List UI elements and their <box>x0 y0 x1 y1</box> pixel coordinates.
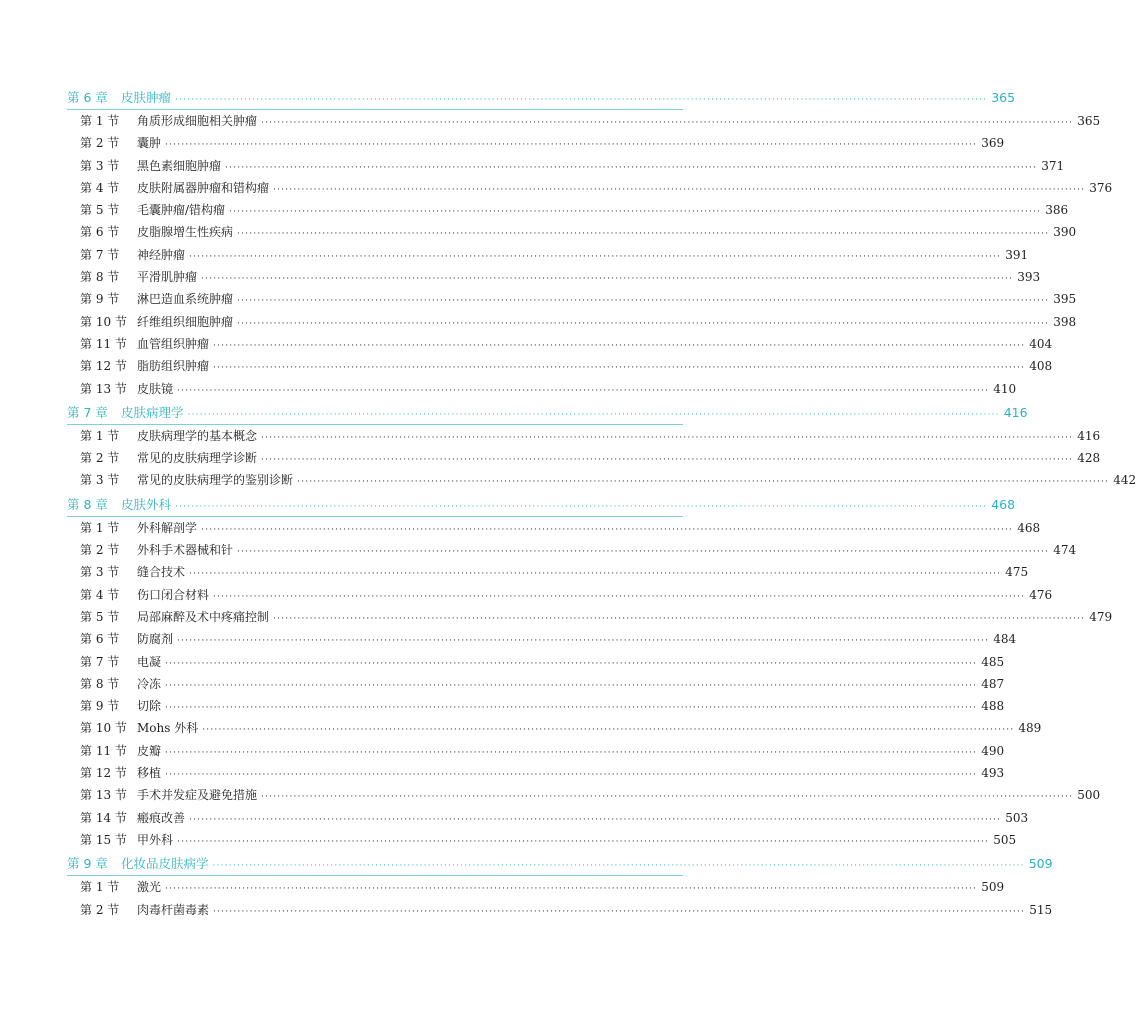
section-number: 第 9 节 <box>80 699 120 714</box>
section-title: 防腐剂 <box>137 632 174 647</box>
section-page-number: 500 <box>1077 788 1101 803</box>
section-entry[interactable] <box>67 717 1042 739</box>
section-page-number: 390 <box>1053 225 1077 240</box>
section-title: 血管组织肿瘤 <box>137 336 210 351</box>
section-title: 缝合技术 <box>137 565 186 580</box>
section-title: 皮瓣 <box>137 743 162 758</box>
section-title: 切除 <box>137 699 162 714</box>
section-title: 皮肤镜 <box>137 381 174 396</box>
dot-leader: ········································································································································································································ <box>212 861 1025 872</box>
section-number: 第 2 节 <box>80 543 120 558</box>
section-number: 第 7 节 <box>80 654 120 669</box>
section-number: 第 12 节 <box>80 766 127 781</box>
dot-leader: ········································································································································································································ <box>175 95 988 105</box>
chapter-block <box>67 852 1053 922</box>
section-title: 甲外科 <box>137 832 174 847</box>
section-page-number: 442 <box>1113 473 1136 488</box>
chapter-block <box>67 401 1136 493</box>
dot-leader: ········································································································································································································ <box>201 274 1014 285</box>
dot-leader: ········································································································································································································ <box>261 118 1074 128</box>
section-entry[interactable] <box>67 355 1053 377</box>
section-number: 第 14 节 <box>80 810 127 825</box>
section-number: 第 10 节 <box>80 314 127 329</box>
section-number: 第 1 节 <box>80 428 120 443</box>
section-entry[interactable] <box>67 517 1041 539</box>
section-entry[interactable] <box>67 628 1017 650</box>
section-title: 瘢痕改善 <box>137 810 186 825</box>
dot-leader: ········································································································································································································ <box>261 455 1074 466</box>
section-entry[interactable] <box>67 606 1113 628</box>
dot-leader: ········································································································································································································ <box>165 680 978 691</box>
section-entry[interactable] <box>67 311 1077 333</box>
dot-leader: ········································································································································································································ <box>187 409 1000 420</box>
section-title: 黑色素细胞肿瘤 <box>137 158 222 173</box>
section-page-number: 376 <box>1089 180 1113 195</box>
section-title: 皮脂腺增生性疾病 <box>137 225 234 240</box>
section-number: 第 15 节 <box>80 832 127 847</box>
chapter-number: 第 8 章 <box>67 496 108 512</box>
dot-leader: ········································································································································································································ <box>273 184 1086 195</box>
section-page-number: 488 <box>981 699 1005 714</box>
section-title: 局部麻醉及术中疼痛控制 <box>137 609 270 624</box>
section-number: 第 3 节 <box>80 158 120 173</box>
dot-leader: ········································································································································································································ <box>165 884 978 895</box>
section-page-number: 485 <box>981 654 1005 669</box>
section-entry[interactable] <box>67 899 1053 921</box>
dot-leader: ········································································································································································································ <box>165 770 978 781</box>
section-title: 脂肪组织肿瘤 <box>137 359 210 374</box>
section-entry[interactable] <box>67 876 1005 898</box>
dot-leader: ········································································································································································································ <box>213 591 1026 602</box>
section-page-number: 408 <box>1029 359 1053 374</box>
dot-leader: ········································································································································································································ <box>165 703 978 714</box>
section-number: 第 9 节 <box>80 292 120 307</box>
section-page-number: 410 <box>993 381 1017 396</box>
section-title: 冷冻 <box>137 676 162 691</box>
section-page-number: 509 <box>981 880 1005 895</box>
section-title: 外科手术器械和针 <box>137 543 234 558</box>
dot-leader: ········································································································································································································ <box>237 229 1050 240</box>
dot-leader: ········································································································································································································ <box>202 725 1015 736</box>
chapter-block <box>67 493 1113 852</box>
section-number: 第 8 节 <box>80 676 120 691</box>
section-page-number: 398 <box>1053 314 1077 329</box>
section-title: Mohs 外科 <box>137 721 199 736</box>
section-number: 第 11 节 <box>80 336 127 351</box>
section-title: 常见的皮肤病理学诊断 <box>137 451 258 466</box>
chapter-block <box>67 86 1113 401</box>
section-number: 第 13 节 <box>80 788 127 803</box>
section-title: 纤维组织细胞肿瘤 <box>137 314 234 329</box>
section-entry[interactable] <box>67 651 1005 673</box>
section-number: 第 5 节 <box>80 203 120 218</box>
section-number: 第 5 节 <box>80 609 120 624</box>
section-entry[interactable] <box>67 829 1017 851</box>
table-of-contents <box>67 86 1136 922</box>
section-page-number: 391 <box>1005 247 1029 262</box>
section-page-number: 505 <box>993 832 1017 847</box>
section-entry[interactable] <box>67 177 1113 199</box>
section-entry[interactable] <box>67 266 1041 288</box>
section-entry[interactable] <box>67 539 1077 561</box>
section-title: 外科解剖学 <box>137 520 198 535</box>
chapter-title: 皮肤外科 <box>121 496 172 512</box>
dot-leader: ········································································································································································································ <box>177 385 990 396</box>
chapter-title: 化妆品皮肤病学 <box>121 856 209 872</box>
section-title: 手术并发症及避免措施 <box>137 788 258 803</box>
chapter-title: 皮肤肿瘤 <box>121 90 172 105</box>
section-number: 第 2 节 <box>80 902 120 917</box>
section-entry[interactable] <box>67 132 1005 154</box>
section-entry[interactable] <box>67 378 1017 400</box>
section-page-number: 503 <box>1005 810 1029 825</box>
section-title: 皮肤病理学的基本概念 <box>137 428 258 443</box>
dot-leader: ········································································································································································································ <box>273 613 1086 624</box>
section-entry[interactable] <box>67 221 1077 243</box>
section-entry[interactable] <box>67 288 1077 310</box>
dot-leader: ········································································································································································································ <box>225 162 1038 173</box>
chapter-page-number: 509 <box>1028 856 1053 872</box>
dot-leader: ········································································································································································································ <box>165 747 978 758</box>
chapter-page-number: 416 <box>1003 404 1028 420</box>
section-entry[interactable] <box>67 695 1005 717</box>
section-number: 第 3 节 <box>80 565 120 580</box>
section-page-number: 428 <box>1077 451 1101 466</box>
section-title: 常见的皮肤病理学的鉴别诊断 <box>137 473 294 488</box>
section-number: 第 10 节 <box>80 721 127 736</box>
dot-leader: ········································································································································································································ <box>175 501 988 512</box>
section-entry[interactable] <box>67 469 1136 491</box>
section-page-number: 404 <box>1029 336 1053 351</box>
dot-leader: ········································································································································································································ <box>177 636 990 647</box>
section-entry[interactable] <box>67 333 1053 355</box>
section-title: 淋巴造血系统肿瘤 <box>137 292 234 307</box>
section-number: 第 2 节 <box>80 136 120 151</box>
section-title: 囊肿 <box>137 136 162 151</box>
dot-leader: ········································································································································································································ <box>189 814 1002 825</box>
section-title: 电凝 <box>137 654 162 669</box>
section-number: 第 1 节 <box>80 114 120 128</box>
section-number: 第 1 节 <box>80 880 120 895</box>
dot-leader: ········································································································································································································ <box>189 251 1002 262</box>
chapter-page-number: 365 <box>991 90 1016 105</box>
section-number: 第 11 节 <box>80 743 127 758</box>
section-page-number: 515 <box>1029 902 1053 917</box>
section-page-number: 386 <box>1045 203 1069 218</box>
dot-leader: ········································································································································································································ <box>213 906 1026 917</box>
dot-leader: ········································································································································································································ <box>261 432 1074 443</box>
section-page-number: 484 <box>993 632 1017 647</box>
section-number: 第 7 节 <box>80 247 120 262</box>
section-number: 第 6 节 <box>80 632 120 647</box>
dot-leader: ········································································································································································································ <box>165 658 978 669</box>
section-page-number: 475 <box>1005 565 1029 580</box>
section-title: 移植 <box>137 766 162 781</box>
section-entry[interactable] <box>67 807 1029 829</box>
section-page-number: 371 <box>1041 158 1065 173</box>
chapter-number: 第 7 章 <box>67 404 108 420</box>
dot-leader: ········································································································································································································ <box>201 524 1014 535</box>
section-page-number: 490 <box>981 743 1005 758</box>
section-page-number: 489 <box>1018 721 1042 736</box>
dot-leader: ········································································································································································································ <box>213 340 1026 351</box>
chapter-title: 皮肤病理学 <box>121 404 184 420</box>
section-page-number: 395 <box>1053 292 1077 307</box>
section-page-number: 493 <box>981 766 1005 781</box>
section-title: 伤口闭合材料 <box>137 587 210 602</box>
section-entry[interactable] <box>67 673 1005 695</box>
section-number: 第 13 节 <box>80 381 127 396</box>
chapter-number: 第 9 章 <box>67 856 108 872</box>
dot-leader: ········································································································································································································ <box>237 547 1050 558</box>
section-page-number: 393 <box>1017 270 1041 285</box>
dot-leader: ········································································································································································································ <box>189 569 1002 580</box>
dot-leader: ········································································································································································································ <box>237 318 1050 329</box>
chapter-entry[interactable] <box>67 86 1016 109</box>
section-page-number: 474 <box>1053 543 1077 558</box>
section-title: 毛囊肿瘤/错构瘤 <box>137 203 226 218</box>
section-number: 第 12 节 <box>80 359 127 374</box>
dot-leader: ········································································································································································································ <box>237 296 1050 307</box>
section-title: 皮肤附属器肿瘤和错构瘤 <box>137 180 270 195</box>
section-number: 第 8 节 <box>80 270 120 285</box>
section-number: 第 6 节 <box>80 225 120 240</box>
section-number: 第 1 节 <box>80 520 120 535</box>
chapter-entry[interactable] <box>67 852 1053 875</box>
dot-leader: ········································································································································································································ <box>177 836 990 847</box>
section-entry[interactable] <box>67 784 1101 806</box>
section-entry[interactable] <box>67 584 1053 606</box>
section-entry[interactable] <box>67 244 1029 266</box>
section-title: 激光 <box>137 880 162 895</box>
section-title: 神经肿瘤 <box>137 247 186 262</box>
dot-leader: ········································································································································································································ <box>165 140 978 151</box>
section-number: 第 4 节 <box>80 587 120 602</box>
chapter-entry[interactable] <box>67 401 1028 424</box>
section-page-number: 487 <box>981 676 1005 691</box>
section-entry[interactable] <box>67 447 1101 469</box>
section-entry[interactable] <box>67 740 1005 762</box>
section-number: 第 4 节 <box>80 180 120 195</box>
section-page-number: 416 <box>1077 428 1101 443</box>
section-entry[interactable] <box>67 155 1065 177</box>
dot-leader: ········································································································································································································ <box>213 363 1026 374</box>
section-page-number: 479 <box>1089 609 1113 624</box>
section-title: 角质形成细胞相关肿瘤 <box>137 114 258 128</box>
section-title: 平滑肌肿瘤 <box>137 270 198 285</box>
dot-leader: ········································································································································································································ <box>229 207 1042 218</box>
dot-leader: ········································································································································································································ <box>297 477 1110 488</box>
section-page-number: 468 <box>1017 520 1041 535</box>
section-entry[interactable] <box>67 561 1029 583</box>
section-page-number: 369 <box>981 136 1005 151</box>
section-page-number: 476 <box>1029 587 1053 602</box>
section-number: 第 2 节 <box>80 451 120 466</box>
section-entry[interactable] <box>67 425 1101 447</box>
chapter-page-number: 468 <box>991 496 1016 512</box>
section-page-number: 365 <box>1077 114 1101 128</box>
chapter-entry[interactable] <box>67 493 1016 516</box>
section-entry[interactable] <box>67 762 1005 784</box>
section-entry[interactable] <box>67 199 1069 221</box>
section-number: 第 3 节 <box>80 473 120 488</box>
section-entry[interactable] <box>67 110 1101 132</box>
section-title: 肉毒杆菌毒素 <box>137 902 210 917</box>
chapter-number: 第 6 章 <box>67 90 108 105</box>
dot-leader: ········································································································································································································ <box>261 792 1074 803</box>
